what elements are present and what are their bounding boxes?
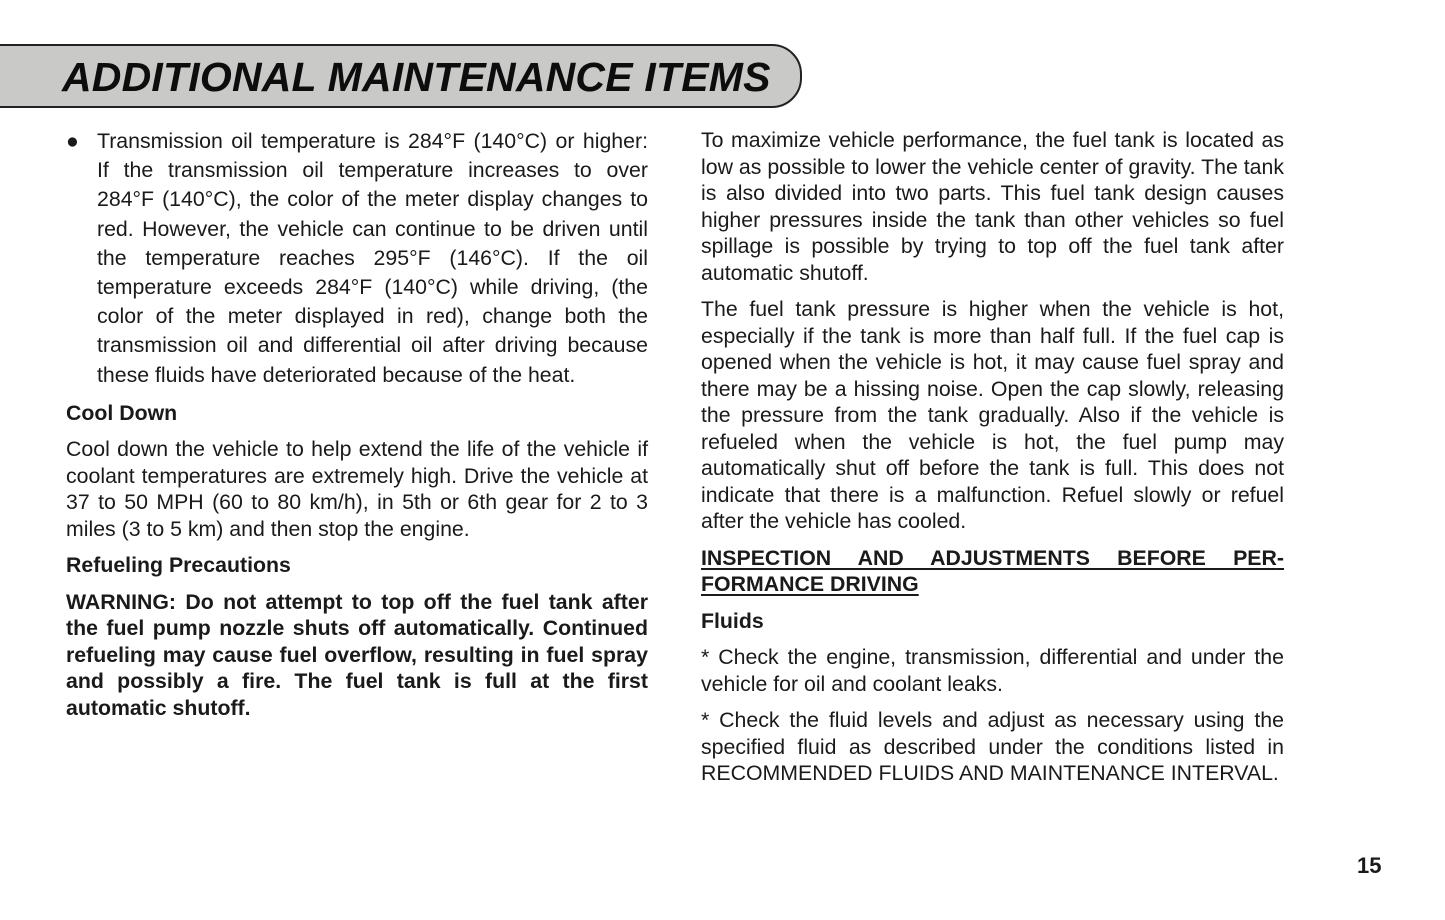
inspection-heading-text: INSPECTION AND ADJUSTMENTS BEFORE PERFORMANCE DRIVING bbox=[701, 545, 1284, 596]
fuel-pressure-paragraph: The fuel tank pressure is higher when the vehicle is hot, especially if the tank is more than half full. If the fuel cap is opened when the vehicle is hot, it may cause fuel spray and there may be a hissing noise. Open the cap slowly, releasing the pressure from the tank gradually. Also if the vehicle is refueled when the vehicle is hot, the fuel pump may automatically shut off before the tank is full. This does not indicate that there is a malfunction. Refuel slowly or refuel after the vehicle has cooled. bbox=[701, 297, 1284, 533]
fluids-check-levels: * Check the fluid levels and adjust as necessary using the specified fluid as described under the conditions listed in RECOMMENDED FLUIDS AND MAINTENANCE INTERVAL. bbox=[701, 708, 1284, 785]
bullet-icon: ● bbox=[66, 129, 79, 153]
cool-down-heading: Cool Down bbox=[66, 400, 178, 425]
inspection-heading bbox=[701, 545, 1284, 598]
right-column bbox=[701, 127, 1284, 787]
left-column bbox=[66, 127, 648, 721]
fuel-tank-paragraph: To maximize vehicle performance, the fuel tank is located as low as possible to lower the vehicle center of gravity. The tank is also divided into two parts. This fuel tank design causes higher pressures inside the tank than other vehicles so fuel spillage is possible by trying to top off the fuel tank after automatic shutoff. bbox=[701, 128, 1284, 285]
page-title: ADDITIONAL MAINTENANCE ITEMS bbox=[62, 54, 771, 100]
refueling-warning: WARNING: Do not attempt to top off the fuel tank after the fuel pump nozzle shuts off automatically. Continued refueling may cause fuel overflow, resulting in fuel spray and possibly a fire. The fuel tank is full at the first automatic shutoff. bbox=[66, 589, 648, 720]
transmission-oil-text: Transmission oil temperature is 284°F (140°C) or higher: If the transmission oil temperature increases to over 284°F (140°C), the color of the meter display changes to red. However, the vehicle can continue to be driven until the temperature reaches 295°F (146°C). If the oil temperature exceeds 284°F (140°C) while driving, (the color of the meter displayed in red), change both the transmission oil and differential oil after driving because these fluids have deteriorated because of the heat. bbox=[97, 129, 648, 387]
fluids-check-leaks: * Check the engine, transmission, differential and under the vehicle for oil and coolant leaks. bbox=[701, 645, 1284, 696]
page-number: 15 bbox=[1357, 853, 1382, 878]
list-item bbox=[66, 127, 648, 390]
cool-down-paragraph: Cool down the vehicle to help extend the life of the vehicle if coolant temperatures are extremely high. Drive the vehicle at 37 to 50 MPH (60 to 80 km/h), in 5th or 6th gear for 2 to 3 miles (3 to 5 km) and then stop the engine. bbox=[66, 437, 648, 541]
refueling-precautions-heading: Refueling Precautions bbox=[66, 553, 291, 578]
fluids-heading: Fluids bbox=[701, 608, 764, 633]
